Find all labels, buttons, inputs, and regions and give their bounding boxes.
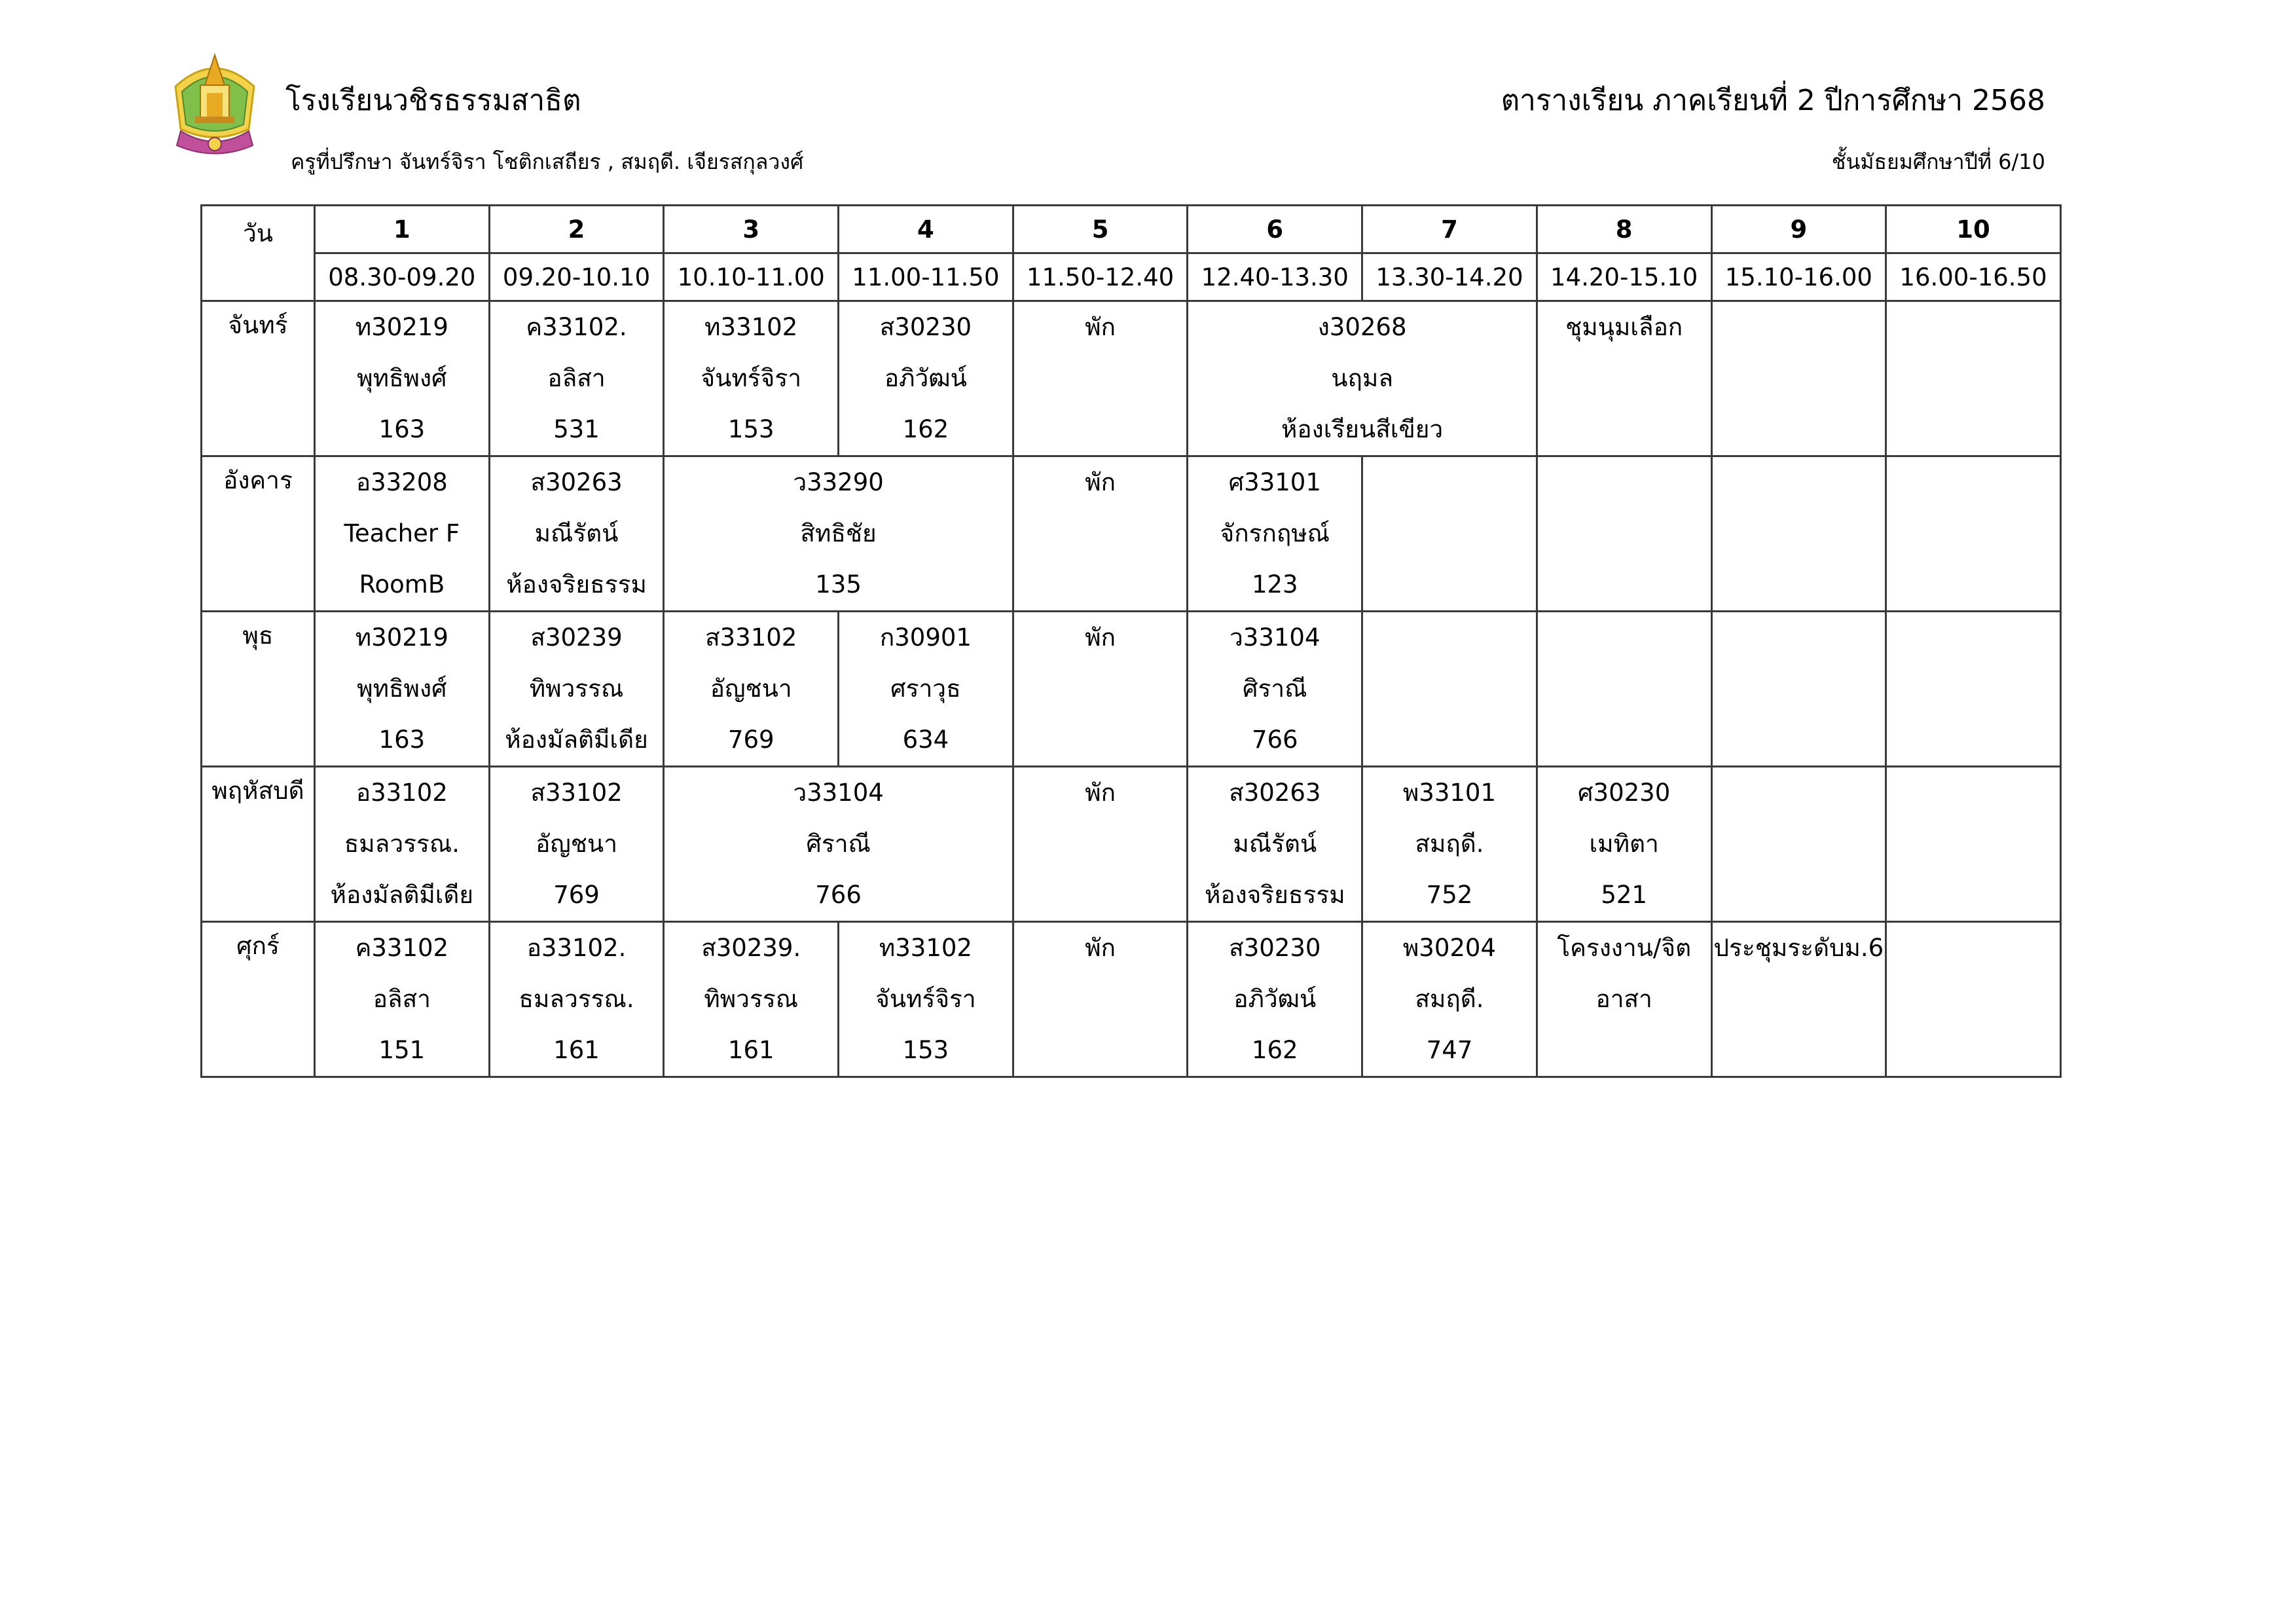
period-time: 11.00-11.50 <box>839 253 1013 301</box>
room: 531 <box>553 415 600 443</box>
school-name: โรงเรียนวชิรธรรมสาธิต <box>285 84 581 117</box>
room: 135 <box>815 570 862 599</box>
period-number: 10 <box>1886 206 2061 253</box>
room: 752 <box>1426 881 1473 909</box>
class-cell <box>315 456 490 612</box>
subject-code: ส33102 <box>530 779 623 807</box>
day-label: พุธ <box>202 612 315 767</box>
class-cell <box>489 922 664 1077</box>
teacher-name: ธมลวรรณ. <box>519 985 634 1013</box>
empty-cell <box>1537 612 1711 767</box>
teacher-name: ศราวุธ <box>890 674 961 703</box>
subject-code: ส33102 <box>705 623 797 652</box>
class-cell <box>1188 767 1362 922</box>
period-number: 8 <box>1537 206 1711 253</box>
room: 162 <box>1251 1036 1298 1064</box>
room: 153 <box>902 1036 949 1064</box>
empty-cell <box>1362 612 1537 767</box>
subject-code: ศ30230 <box>1578 779 1671 807</box>
class-cell <box>664 301 839 456</box>
class-cell <box>315 612 490 767</box>
day-label: พฤหัสบดี <box>202 767 315 922</box>
teacher-name: ศิราณี <box>806 830 871 858</box>
day-row-tuesday <box>202 456 2061 612</box>
room: ห้องจริยธรรม <box>1204 881 1345 909</box>
class-cell <box>1188 922 1362 1077</box>
subject-code: ว33104 <box>793 779 884 807</box>
subject-code: ชุมนุมเลือก <box>1565 313 1683 341</box>
break-label: พัก <box>1085 623 1116 652</box>
empty-cell <box>1886 612 2061 767</box>
empty-cell <box>1886 456 2061 612</box>
class-cell <box>839 612 1013 767</box>
period-number: 1 <box>315 206 490 253</box>
period-number: 9 <box>1711 206 1886 253</box>
room: 769 <box>727 726 774 754</box>
teacher-name: อภิวัฒน์ <box>1233 985 1317 1013</box>
room: 769 <box>553 881 600 909</box>
class-cell <box>1537 922 1711 1077</box>
room: 634 <box>902 726 949 754</box>
class-cell <box>1188 301 1537 456</box>
break-label: พัก <box>1085 779 1116 807</box>
teacher-name: เมทิตา <box>1589 830 1659 858</box>
teacher-name: อลิสา <box>547 364 606 392</box>
subject-code: ท33102 <box>704 313 798 341</box>
room: 163 <box>378 726 426 754</box>
room: 123 <box>1251 570 1298 599</box>
subject-code: ศ33101 <box>1228 468 1321 496</box>
teacher-name: ศิราณี <box>1243 674 1307 703</box>
class-cell <box>1711 922 1886 1077</box>
empty-cell <box>1886 922 2061 1077</box>
teacher-name: อัญชนา <box>536 830 617 858</box>
empty-cell <box>1362 456 1537 612</box>
teacher-name: จันทร์จิรา <box>701 364 801 392</box>
room: 747 <box>1426 1036 1473 1064</box>
room: 161 <box>553 1036 600 1064</box>
class-cell <box>664 767 1013 922</box>
subject-code: ท33102 <box>879 934 972 962</box>
break-label: พัก <box>1085 313 1116 341</box>
room: ห้องจริยธรรม <box>506 570 647 599</box>
room: 521 <box>1601 881 1647 909</box>
period-time: 08.30-09.20 <box>315 253 490 301</box>
teacher-name: ทิพวรรณ <box>529 674 624 703</box>
subject-code: ท30219 <box>355 623 448 652</box>
class-cell <box>315 922 490 1077</box>
period-number: 7 <box>1362 206 1537 253</box>
school-emblem-icon <box>169 47 261 158</box>
day-label: อังคาร <box>202 456 315 612</box>
day-label: จันทร์ <box>202 301 315 456</box>
teacher-name: จันทร์จิรา <box>875 985 976 1013</box>
subject-code: โครงงาน/จิต <box>1557 934 1692 962</box>
empty-cell <box>1711 301 1886 456</box>
break-label: พัก <box>1085 468 1116 496</box>
period-number: 4 <box>839 206 1013 253</box>
subject-code: ส30230 <box>879 313 972 341</box>
room: 162 <box>902 415 949 443</box>
break-cell <box>1013 922 1188 1077</box>
period-number: 6 <box>1188 206 1362 253</box>
empty-cell <box>1711 456 1886 612</box>
day-row-monday <box>202 301 2061 456</box>
class-cell <box>489 767 664 922</box>
subject-code: อ33208 <box>355 468 448 496</box>
room: 161 <box>727 1036 774 1064</box>
period-number: 2 <box>489 206 664 253</box>
subject-code: พ33101 <box>1402 779 1497 807</box>
class-cell <box>315 301 490 456</box>
period-time: 09.20-10.10 <box>489 253 664 301</box>
teacher-name: Teacher F <box>344 519 460 547</box>
empty-cell <box>1886 301 2061 456</box>
teacher-name: พุทธิพงศ์ <box>357 364 447 392</box>
empty-cell <box>1711 612 1886 767</box>
room: 151 <box>378 1036 426 1064</box>
teacher-name: ธมลวรรณ. <box>344 830 460 858</box>
class-level: ชั้นมัธยมศึกษาปีที่ 6/10 <box>1831 149 2045 174</box>
subject-code: ส30263 <box>530 468 623 496</box>
subject-code: ท30219 <box>355 313 448 341</box>
day-row-thursday <box>202 767 2061 922</box>
teacher-name: ทิพวรรณ <box>704 985 799 1013</box>
teacher-name: จักรกฤษณ์ <box>1220 519 1330 547</box>
period-time: 11.50-12.40 <box>1013 253 1188 301</box>
class-cell <box>664 456 1013 612</box>
class-cell <box>1362 922 1537 1077</box>
break-cell <box>1013 612 1188 767</box>
class-cell <box>1188 456 1362 612</box>
teacher-name: สมฤดี. <box>1415 830 1484 858</box>
class-cell <box>489 612 664 767</box>
room: RoomB <box>359 570 445 599</box>
period-time: 14.20-15.10 <box>1537 253 1711 301</box>
period-time: 10.10-11.00 <box>664 253 839 301</box>
break-cell <box>1013 767 1188 922</box>
empty-cell <box>1711 767 1886 922</box>
class-cell <box>489 456 664 612</box>
room: ห้องมัลติมีเดีย <box>330 881 474 909</box>
period-time-row <box>202 253 2061 301</box>
room: 766 <box>1251 726 1298 754</box>
class-cell <box>664 612 839 767</box>
period-time: 16.00-16.50 <box>1886 253 2061 301</box>
day-label: ศุกร์ <box>202 922 315 1077</box>
period-time: 15.10-16.00 <box>1711 253 1886 301</box>
room: 153 <box>727 415 774 443</box>
timetable <box>200 204 2062 1078</box>
subject-code: ส30239. <box>701 934 801 962</box>
class-cell <box>1537 767 1711 922</box>
advisor-names: ครูที่ปรึกษา จันทร์จิรา โชติกเสถียร , สมฤดี. เจียรสกุลวงศ์ <box>291 149 804 174</box>
term-title: ตารางเรียน ภาคเรียนที่ 2 ปีการศึกษา 2568 <box>1501 84 2045 117</box>
class-cell <box>1537 301 1711 456</box>
period-time: 13.30-14.20 <box>1362 253 1537 301</box>
teacher-name: สิทธิชัย <box>800 519 877 547</box>
break-label: พัก <box>1085 934 1116 962</box>
teacher-name: อัญชนา <box>710 674 792 703</box>
day-row-friday <box>202 922 2061 1077</box>
class-cell <box>1188 612 1362 767</box>
teacher-name: มณีรัตน์ <box>534 519 619 547</box>
period-number: 5 <box>1013 206 1188 253</box>
break-cell <box>1013 456 1188 612</box>
empty-cell <box>1886 767 2061 922</box>
subject-code: ง30268 <box>1317 313 1407 341</box>
subject-code: ก30901 <box>879 623 972 652</box>
class-cell <box>664 922 839 1077</box>
teacher-name: นฤมล <box>1331 364 1393 392</box>
subject-code: ค33102 <box>355 934 449 962</box>
period-time: 12.40-13.30 <box>1188 253 1362 301</box>
teacher-name: อภิวัฒน์ <box>884 364 967 392</box>
teacher-name: สมฤดี. <box>1415 985 1484 1013</box>
class-cell <box>1362 767 1537 922</box>
period-number-row <box>202 206 2061 253</box>
room: 163 <box>378 415 426 443</box>
period-number: 3 <box>664 206 839 253</box>
subject-code: ค33102. <box>526 313 627 341</box>
class-cell <box>489 301 664 456</box>
subject-code: พ30204 <box>1402 934 1497 962</box>
subject-code: ว33290 <box>793 468 884 496</box>
teacher-name: อลิสา <box>373 985 431 1013</box>
subject-code: ส30263 <box>1229 779 1321 807</box>
teacher-name: พุทธิพงศ์ <box>357 674 447 703</box>
empty-cell <box>1537 456 1711 612</box>
subject-code: อ33102 <box>355 779 448 807</box>
room: ห้องเรียนสีเขียว <box>1281 415 1444 443</box>
subject-code: ส30230 <box>1229 934 1321 962</box>
teacher-name: อาสา <box>1595 985 1652 1013</box>
subject-code: ส30239 <box>530 623 623 652</box>
subject-code: ว33104 <box>1230 623 1321 652</box>
day-row-wednesday <box>202 612 2061 767</box>
subject-code: อ33102. <box>526 934 627 962</box>
room: ห้องมัลติมีเดีย <box>505 726 648 754</box>
teacher-name: มณีรัตน์ <box>1233 830 1317 858</box>
class-cell <box>315 767 490 922</box>
class-cell <box>839 922 1013 1077</box>
room: 766 <box>815 881 862 909</box>
break-cell <box>1013 301 1188 456</box>
class-cell <box>839 301 1013 456</box>
day-column-header: วัน <box>202 206 315 301</box>
subject-code: ประชุมระดับม.6 <box>1713 934 1884 962</box>
